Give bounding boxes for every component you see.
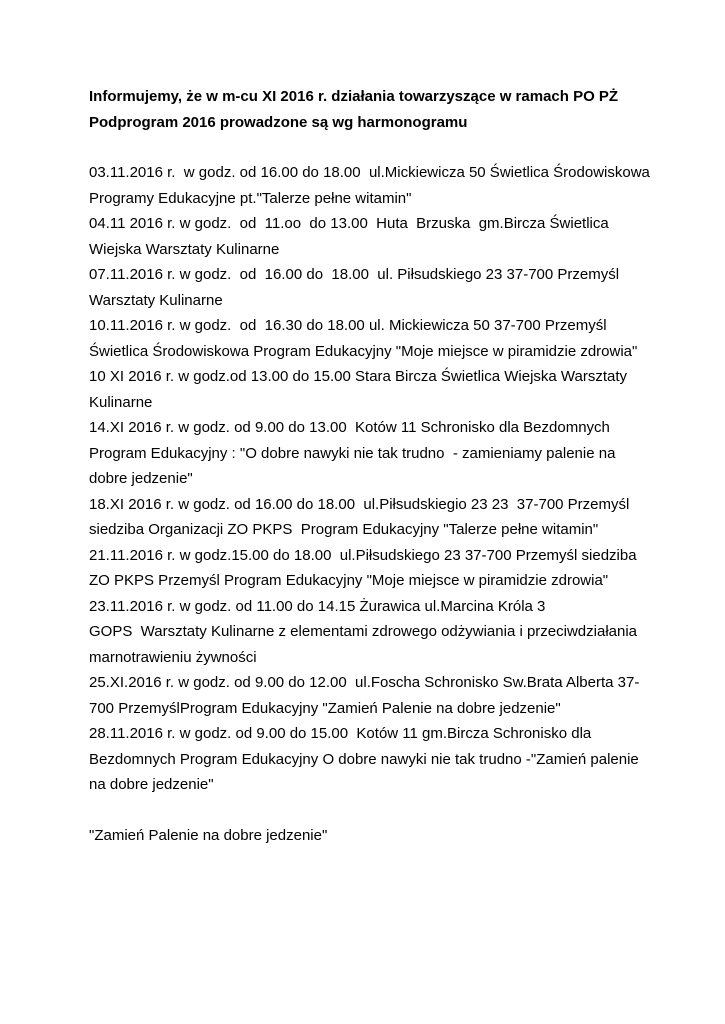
schedule-line: Program Edukacyjny : "O dobre nawyki nie tak trudno - zamieniamy palenie na (89, 444, 616, 462)
heading-line-2: Podprogram 2016 prowadzone są wg harmonogramu (89, 113, 468, 131)
schedule-line: 18.XI 2016 r. w godz. od 16.00 do 18.00 ul.Piłsudskiegio 23 23 37-700 Przemyśl (89, 495, 630, 513)
schedule-line: marnotrawieniu żywności (89, 648, 257, 666)
schedule-line: Wiejska Warsztaty Kulinarne (89, 240, 280, 258)
schedule-line: dobre jedzenie" (89, 470, 193, 487)
schedule-line: Warsztaty Kulinarne (89, 291, 223, 309)
schedule-line: siedziba Organizacji ZO PKPS Program Edukacyjny "Talerze pełne witamin" (89, 521, 599, 538)
schedule-line: 10 XI 2016 r. w godz.od 13.00 do 15.00 Stara Bircza Świetlica Wiejska Warsztaty (89, 368, 628, 385)
schedule-line: Świetlica Środowiskowa Program Edukacyjny "Moje miejsce w piramidzie zdrowia" (89, 342, 638, 360)
schedule-line: na dobre jedzenie" (89, 776, 214, 793)
schedule-line: 25.XI.2016 r. w godz. od 9.00 do 12.00 ul.Foscha Schronisko Sw.Brata Alberta 37- (89, 674, 640, 691)
schedule-line: 28.11.2016 r. w godz. od 9.00 do 15.00 Kotów 11 gm.Bircza Schronisko dla (89, 725, 592, 742)
schedule-list (89, 160, 689, 798)
schedule-line: 700 PrzemyślProgram Edukacyjny "Zamień Palenie na dobre jedzenie" (89, 699, 561, 717)
schedule-line: 04.11 2016 r. w godz. od 11.oo do 13.00 Huta Brzuska gm.Bircza Świetlica (89, 215, 609, 232)
schedule-line: GOPS Warsztaty Kulinarne z elementami zdrowego odżywiania i przeciwdziałania (89, 623, 638, 640)
schedule-line: Kulinarne (89, 393, 153, 411)
heading-line-1: Informujemy, że w m-cu XI 2016 r. działania towarzyszące w ramach PO PŻ (89, 88, 619, 105)
schedule-line: 14.XI 2016 r. w godz. od 9.00 do 13.00 Kotów 11 Schronisko dla Bezdomnych (89, 419, 610, 436)
document-page (89, 84, 689, 863)
schedule-line: Bezdomnych Program Edukacyjny O dobre nawyki nie tak trudno -"Zamień palenie (89, 750, 639, 768)
closing-line: "Zamień Palenie na dobre jedzenie" (89, 826, 328, 844)
schedule-line: 10.11.2016 r. w godz. od 16.30 do 18.00 ul. Mickiewicza 50 37-700 Przemyśl (89, 317, 607, 334)
schedule-line: 21.11.2016 r. w godz.15.00 do 18.00 ul.Piłsudskiego 23 37-700 Przemyśl siedziba (89, 546, 637, 564)
schedule-line: 07.11.2016 r. w godz. od 16.00 do 18.00 ul. Piłsudskiego 23 37-700 Przemyśl (89, 266, 620, 283)
schedule-line: Programy Edukacyjne pt."Talerze pełne witamin" (89, 189, 412, 207)
schedule-line: ZO PKPS Przemyśl Program Edukacyjny "Moje miejsce w piramidzie zdrowia" (89, 572, 609, 589)
schedule-line: 03.11.2016 r. w godz. od 16.00 do 18.00 ul.Mickiewicza 50 Świetlica Środowiskowa (89, 164, 650, 181)
schedule-line: 23.11.2016 r. w godz. od 11.00 do 14.15 Żurawica ul.Marcina Króla 3 (89, 597, 546, 615)
